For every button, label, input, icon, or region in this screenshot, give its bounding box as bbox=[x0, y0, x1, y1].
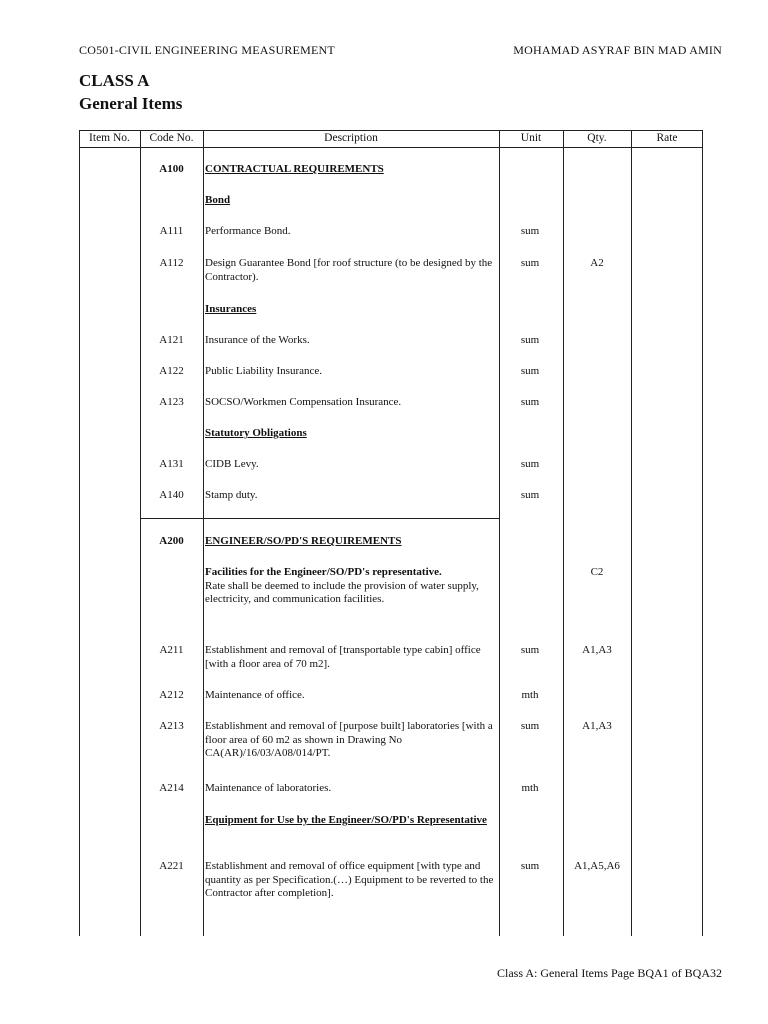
page-footer: Class A: General Items Page BQA1 of BQA32 bbox=[497, 966, 722, 980]
column-divider bbox=[499, 130, 500, 936]
code-cell: A200 bbox=[159, 535, 184, 547]
document-header-course: CO501-CIVIL ENGINEERING MEASUREMENT bbox=[79, 43, 335, 57]
sub-heading: Bond bbox=[205, 194, 231, 206]
code-cell: A140 bbox=[159, 489, 184, 501]
column-header-unit: Unit bbox=[520, 132, 542, 144]
section-heading: CONTRACTUAL REQUIREMENTS bbox=[205, 163, 384, 175]
code-cell: A221 bbox=[159, 860, 184, 872]
description-cell: Establishment and removal of [purpose built] laboratories [with a floor area of 60 m2 as shown in Drawing No CA(AR)/16/03/A08/014/PT. bbox=[205, 720, 493, 759]
code-cell: A112 bbox=[159, 257, 184, 269]
unit-cell: sum bbox=[520, 458, 540, 470]
unit-cell: sum bbox=[520, 225, 540, 237]
unit-cell: sum bbox=[520, 720, 540, 732]
description-cell: Performance Bond. bbox=[205, 225, 291, 237]
description-cell: CIDB Levy. bbox=[205, 458, 259, 470]
description-cell: Establishment and removal of [transportable type cabin] office [with a floor area of 70 m2]. bbox=[205, 644, 481, 670]
code-cell: A111 bbox=[159, 225, 184, 237]
qty-cell: C2 bbox=[590, 566, 604, 578]
description-cell: Stamp duty. bbox=[205, 489, 258, 501]
column-header-description: Description bbox=[324, 132, 378, 144]
column-divider bbox=[563, 130, 564, 936]
unit-cell: mth bbox=[521, 782, 539, 794]
table-border-top bbox=[79, 130, 703, 131]
qty-cell: A2 bbox=[590, 257, 604, 269]
facilities-heading: Facilities for the Engineer/SO/PD's representative. bbox=[205, 566, 442, 578]
description-cell bbox=[205, 566, 497, 607]
unit-cell: sum bbox=[520, 489, 540, 501]
unit-cell: sum bbox=[520, 257, 540, 269]
description-cell: Public Liability Insurance. bbox=[205, 365, 322, 377]
class-title: CLASS A bbox=[79, 71, 150, 90]
class-subtitle: General Items bbox=[79, 94, 183, 113]
facilities-note: Rate shall be deemed to include the provision of water supply, electricity, and communication facilities. bbox=[205, 579, 479, 605]
code-cell: A123 bbox=[159, 396, 184, 408]
document-header-author: MOHAMAD ASYRAF BIN MAD AMIN bbox=[513, 43, 722, 57]
bill-of-quantities-table bbox=[79, 130, 703, 936]
unit-cell: sum bbox=[520, 644, 540, 656]
code-cell: A214 bbox=[159, 782, 184, 794]
column-header-code-no: Code No. bbox=[149, 132, 194, 144]
unit-cell: sum bbox=[520, 860, 540, 872]
unit-cell: sum bbox=[520, 365, 540, 377]
code-cell: A211 bbox=[159, 644, 184, 656]
table-border-right bbox=[702, 130, 703, 936]
description-cell: Design Guarantee Bond [for roof structure (to be designed by the Contractor). bbox=[205, 257, 493, 283]
column-header-rate: Rate bbox=[656, 132, 678, 144]
unit-cell: sum bbox=[520, 334, 540, 346]
code-cell: A213 bbox=[159, 720, 184, 732]
description-cell: Maintenance of office. bbox=[205, 689, 305, 701]
code-cell: A212 bbox=[159, 689, 184, 701]
qty-cell: A1,A5,A6 bbox=[574, 860, 620, 872]
description-cell: Maintenance of laboratories. bbox=[205, 782, 332, 794]
code-cell: A122 bbox=[159, 365, 184, 377]
column-header-item-no: Item No. bbox=[89, 132, 130, 144]
sub-heading: Insurances bbox=[205, 303, 257, 315]
unit-cell: mth bbox=[521, 689, 539, 701]
sub-heading: Statutory Obligations bbox=[205, 427, 307, 439]
description-cell: Insurance of the Works. bbox=[205, 334, 310, 346]
header-divider bbox=[79, 147, 703, 148]
column-divider bbox=[203, 130, 204, 936]
code-cell: A100 bbox=[159, 163, 184, 175]
description-cell: Establishment and removal of office equipment [with type and quantity as per Specification.(…) Equipment to be reverted to the Contractor after completion]. bbox=[205, 860, 494, 899]
sub-heading: Equipment for Use by the Engineer/SO/PD's Representative bbox=[205, 814, 487, 826]
qty-cell: A1,A3 bbox=[582, 644, 612, 656]
code-cell: A121 bbox=[159, 334, 184, 346]
description-cell: SOCSO/Workmen Compensation Insurance. bbox=[205, 396, 402, 408]
unit-cell: sum bbox=[520, 396, 540, 408]
section-divider bbox=[140, 518, 500, 519]
column-divider bbox=[631, 130, 632, 936]
column-header-qty: Qty. bbox=[587, 132, 607, 144]
code-cell: A131 bbox=[159, 458, 184, 470]
table-border-left bbox=[79, 130, 80, 936]
section-heading: ENGINEER/SO/PD'S REQUIREMENTS bbox=[205, 535, 402, 547]
qty-cell: A1,A3 bbox=[582, 720, 612, 732]
column-divider bbox=[140, 130, 141, 936]
